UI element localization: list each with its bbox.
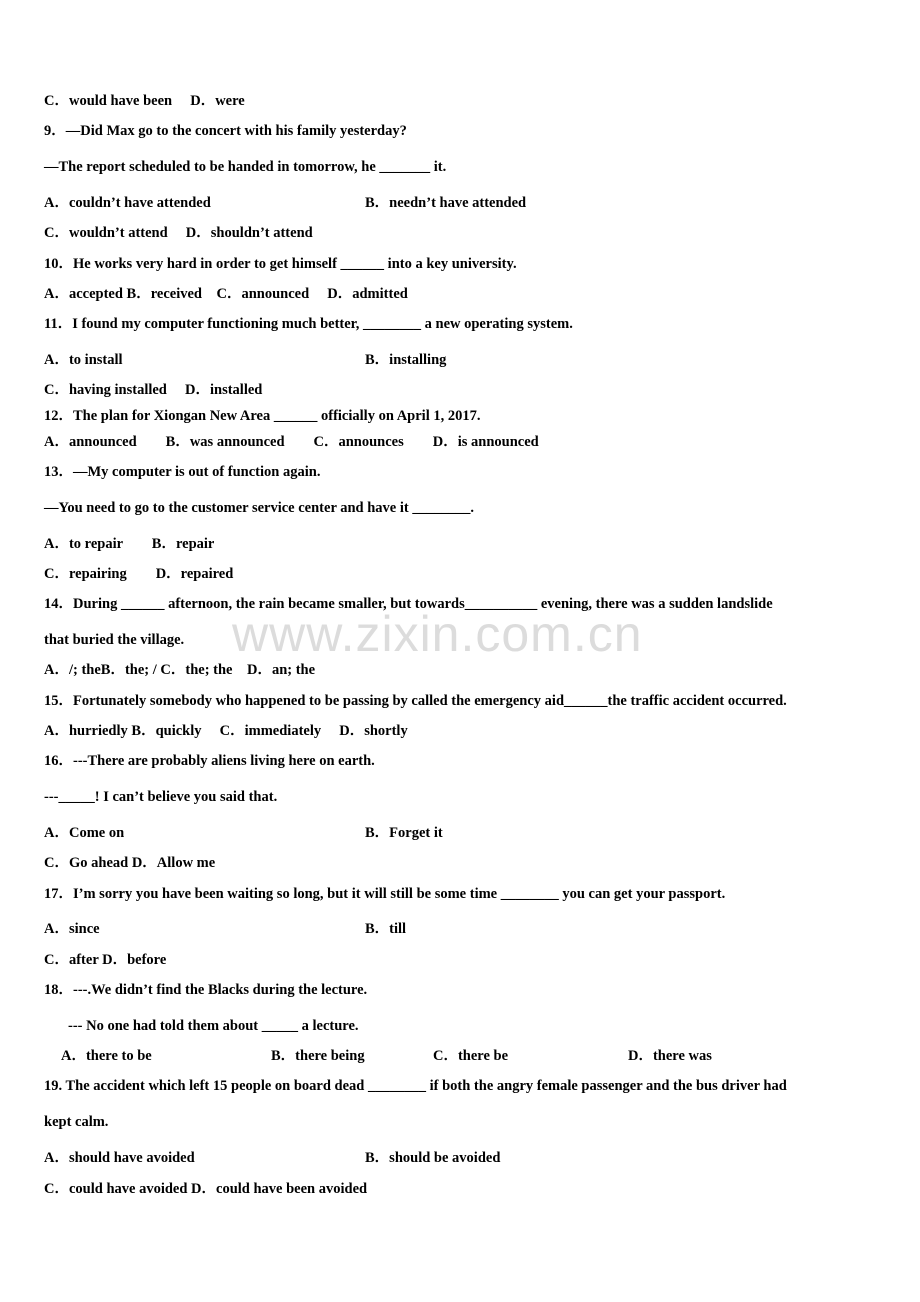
answer-options-8-cd: C．would have been D．were [44,93,245,109]
answer-options-13-cd: C．repairing D．repaired [44,566,234,582]
answer-options-11-cd: C．having installed D．installed [44,382,263,398]
answer-option-18-c: C．there be [433,1048,509,1064]
answer-options-15: A．hurriedly B．quickly C．immediately D．shortly [44,723,408,739]
question-13-stem: 13．—My computer is out of function again. [44,464,321,480]
question-18-stem: 18．---.We didn’t find the Blacks during the lecture. [44,982,368,998]
question-15-stem: 15．Fortunately somebody who happened to be passing by called the emergency aid______the traffic accident occurred. [44,693,787,709]
answer-option-19-b: B．should be avoided [365,1150,501,1166]
answer-options-9-cd: C．wouldn’t attend D．shouldn’t attend [44,225,313,241]
answer-option-16-a: A．Come on [44,825,125,841]
answer-option-9-b: B．needn’t have attended [365,195,527,211]
answer-options-17-cd: C．after D．before [44,952,167,968]
watermark: www.zixin.com.cn [232,606,643,662]
question-11-stem: 11．I found my computer functioning much better, ________ a new operating system. [44,316,573,332]
answer-option-18-a: A．there to be [61,1048,152,1064]
answer-option-18-b: B．there being [271,1048,365,1064]
question-17-stem: 17．I’m sorry you have been waiting so long, but it will still be some time ________ you can get your passport. [44,886,726,902]
question-19-stem-cont: kept calm. [44,1114,109,1130]
question-13-dialog: —You need to go to the customer service center and have it ________. [44,500,474,516]
question-14-stem-cont: that buried the village. [44,632,185,648]
answer-option-11-b: B．installing [365,352,447,368]
answer-option-19-a: A．should have avoided [44,1150,195,1166]
question-18-dialog: --- No one had told them about _____ a lecture. [68,1018,359,1034]
answer-options-12: A．announced B．was announced C．announces D．is announced [44,434,539,450]
question-9-dialog: —The report scheduled to be handed in tomorrow, he _______ it. [44,159,447,175]
answer-options-16-cd: C．Go ahead D．Allow me [44,855,216,871]
answer-option-17-b: B．till [365,921,407,937]
question-19-stem: 19. The accident which left 15 people on board dead ________ if both the angry female passenger and the bus driver had [44,1078,787,1094]
answer-option-11-a: A．to install [44,352,123,368]
question-9-stem: 9．—Did Max go to the concert with his family yesterday? [44,123,407,139]
question-16-stem: 16．---There are probably aliens living here on earth. [44,753,375,769]
question-12-stem: 12．The plan for Xiongan New Area ______ officially on April 1, 2017. [44,408,481,424]
answer-option-9-a: A．couldn’t have attended [44,195,211,211]
question-14-stem: 14．During ______ afternoon, the rain became smaller, but towards__________ evening, there was a sudden landslide [44,596,773,612]
answer-option-16-b: B．Forget it [365,825,443,841]
answer-options-19-cd: C．could have avoided D．could have been avoided [44,1181,368,1197]
answer-options-13-ab: A．to repair B．repair [44,536,215,552]
answer-option-18-d: D．there was [628,1048,712,1064]
question-16-dialog: ---_____! I can’t believe you said that. [44,789,278,805]
answer-options-14: A．/; theB．the; / C．the; the D．an; the [44,662,316,678]
answer-options-10: A．accepted B．received C．announced D．admitted [44,286,408,302]
question-10-stem: 10．He works very hard in order to get himself ______ into a key university. [44,256,517,272]
answer-option-17-a: A．since [44,921,100,937]
